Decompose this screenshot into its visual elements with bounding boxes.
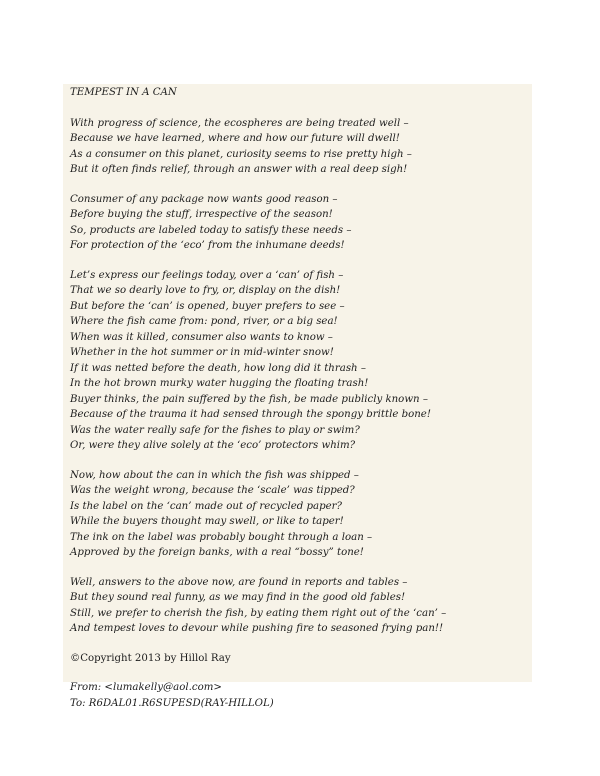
to-line: To: R6DAL01.R6SUPESD(RAY-HILLOL) [70, 697, 274, 709]
stanza-3 [70, 268, 532, 454]
poem-title: TEMPEST IN A CAN [70, 87, 177, 98]
poem-line: Now, how about the can in which the fish was shipped – [70, 469, 359, 481]
poem-line: Was the weight wrong, because the ‘scale’ was tipped? [70, 485, 355, 496]
poem-line: As a consumer on this planet, curiosity seems to rise pretty high – [70, 148, 412, 160]
stanza-5 [70, 575, 532, 637]
poem-line: But it often finds relief, through an answer with a real deep sigh! [70, 164, 408, 175]
poem-line: Or, were they alive solely at the ‘eco’ protectors whim? [70, 440, 356, 451]
poem-line: When was it killed, consumer also wants to know – [70, 331, 333, 343]
stanza-2 [70, 192, 532, 254]
document-page [63, 84, 532, 709]
poem-line: But they sound real funny, as we may find in the good old fables! [70, 592, 406, 603]
poem-line: That we so dearly love to fry, or, display on the dish! [70, 285, 341, 296]
poem-line: In the hot brown murky water hugging the floating trash! [70, 378, 369, 389]
poem-line: Before buying the stuff, irrespective of the season! [70, 209, 333, 220]
poem-line: So, products are labeled today to satisfy these needs – [70, 224, 352, 236]
poem-line: For protection of the ‘eco’ from the inhumane deeds! [70, 240, 345, 251]
poem-line: Was the water really safe for the fishes to play or swim? [70, 424, 360, 436]
poem-line: Let’s express our feelings today, over a ‘can’ of fish – [70, 269, 344, 281]
poem-line: Approved by the foreign banks, with a real “bossy” tone! [70, 547, 364, 558]
stanza-4 [70, 468, 532, 561]
poem-line: But before the ‘can’ is opened, buyer prefers to see – [70, 300, 345, 312]
stanza-1 [70, 116, 532, 178]
poem-line: Because we have learned, where and how our future will dwell! [70, 133, 400, 144]
poem-line: With progress of science, the ecospheres are being treated well – [70, 117, 409, 129]
poem-line: The ink on the label was probably bought through a loan – [70, 531, 373, 543]
poem-line: Where the fish came from: pond, river, or a big sea! [70, 316, 338, 327]
copyright-notice: ©Copyright 2013 by Hillol Ray [70, 652, 231, 664]
poem-line: Buyer thinks, the pain suffered by the fish, be made publicly known – [70, 393, 428, 405]
poem-line: And tempest loves to devour while pushing fire to seasoned frying pan!! [70, 623, 444, 634]
poem-line: Well, answers to the above now, are found in reports and tables – [70, 576, 408, 588]
poem-line: Whether in the hot summer or in mid-winter snow! [70, 347, 334, 358]
poem-line: Because of the trauma it had sensed through the spongy brittle bone! [70, 409, 431, 420]
poem-line: Consumer of any package now wants good reason – [70, 193, 338, 205]
poem-body [70, 85, 532, 711]
poem-line: While the buyers thought may swell, or like to taper! [70, 516, 344, 527]
poem-line: Is the label on the ‘can’ made out of recycled paper? [70, 500, 342, 512]
from-line: From: <lumakelly@aol.com> [70, 682, 222, 693]
poem-line: Still, we prefer to cherish the fish, by eating them right out of the ‘can’ – [70, 607, 447, 619]
poem-line: If it was netted before the death, how long did it thrash – [70, 362, 366, 374]
sender-info [70, 680, 532, 711]
